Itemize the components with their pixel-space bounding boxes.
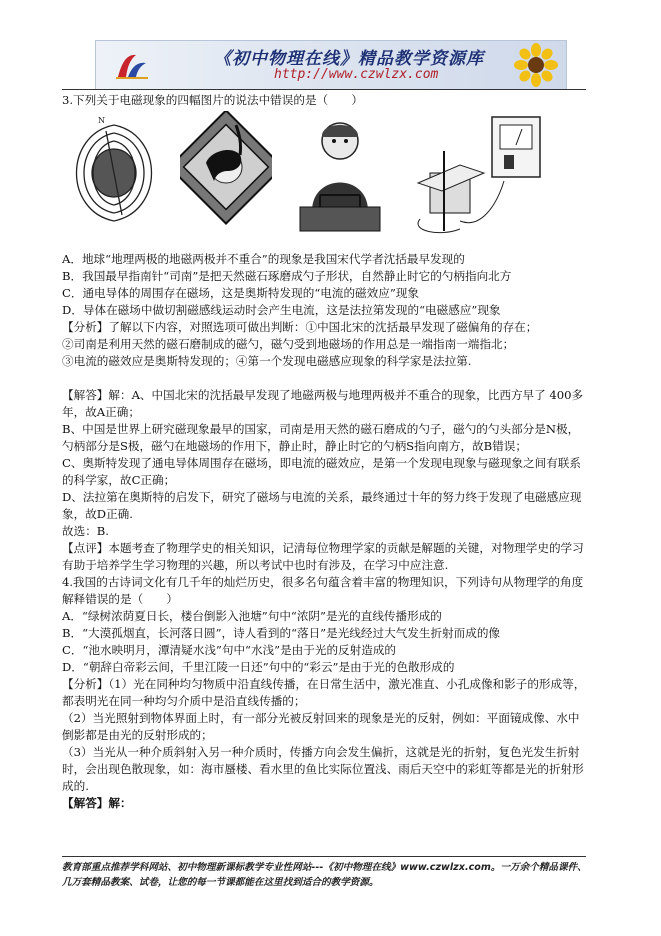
banner-title: 《初中物理在线》精品教学资源库 xyxy=(214,49,484,69)
question-3-final-choice: 故选：B. xyxy=(62,524,109,538)
question-3-analysis-line: 【分析】了解以下内容，对照选项可做出判断：①中国北宋的沈括最早发现了磁偏角的存在； xyxy=(62,320,538,334)
footer-rule xyxy=(62,856,586,857)
oersted-portrait-figure xyxy=(290,111,390,241)
si-nan-compass-figure xyxy=(180,111,272,241)
question-4-analysis-line: （2）当光照射到物体界面上时，有一部分光被反射回来的现象是光的反射，例如：平面镜成像、水中倒影都是由光的反射形成的； xyxy=(62,711,580,742)
question-3-answer-c: C、奥斯特发现了通电导体周围存在磁场，即电流的磁效应，是第一个发现电现象与磁现象之间有联系的科学家，故C正确； xyxy=(62,456,581,487)
question-4-analysis-line: （3）当光从一种介质斜射入另一种介质时，传播方向会发生偏折，这就是光的折射，复色光发生折射时，会出现色散现象，如：海市蜃楼、看水里的鱼比实际位置浅、雨后天空中的彩虹等都是光的折射形成的. xyxy=(62,745,584,793)
question-4-stem: 4.我国的古诗词文化有几千年的灿烂历史，很多名句蕴含着丰富的物理知识，下列诗句从物理学的角度解释错误的是（ ） xyxy=(62,575,584,606)
question-3-answer-a: 【解答】解：A、中国北宋的沈括最早发现了地磁两极与地理两极并不重合的现象，比西方早了 400多年，故A正确； xyxy=(62,388,584,419)
question-3-figures xyxy=(62,111,586,249)
question-3-option-c: C．通电导体的周围存在磁场，这是奥斯特发现的“电流的磁效应”现象 xyxy=(62,286,419,300)
question-3-comment: 【点评】本题考查了物理学史的相关知识，记清每位物理学家的贡献是解题的关键，对物理学史的学习有助于培养学生学习物理的兴趣，所以考试中也时有涉及，在学习中应注意. xyxy=(62,541,584,572)
question-3-option-a: A．地球“地理两极的地磁两极并不重合”的现象是我国宋代学者沈括最早发现的 xyxy=(62,252,465,266)
question-3-stem: 3.下列关于电磁现象的四幅图片的说法中错误的是（ ） xyxy=(62,93,363,107)
footer-line: 教育部重点推荐学科网站、初中物理新课标教学专业性网站---《初中物理在线》www.czwlzx.com。一万余个精品课件、 xyxy=(62,862,587,873)
question-3-answer-d: D、法拉第在奥斯特的启发下，研究了磁场与电流的关系，最终通过十年的努力终于发现了电磁感应现象，故D正确. xyxy=(62,490,582,521)
question-3-analysis-line: ③电流的磁效应是奥斯特发现的；④第一个发现电磁感应现象的科学家是法拉第. xyxy=(62,354,472,368)
question-3-option-d: D．导体在磁场中做切割磁感线运动时会产生电流，这是法拉第发现的“电磁感应”现象 xyxy=(62,303,501,317)
question-4-option-a: A．“绿树浓荫夏日长，楼台倒影入池塘”句中“浓阴”是光的直线传播形成的 xyxy=(62,609,442,623)
question-4-option-b: B．“大漠孤烟直，长河落日圆”，诗人看到的“落日”是光线经过大气发生折射而成的像 xyxy=(62,626,501,640)
question-4-option-d: D．“朝辞白帝彩云间，千里江陵一日还”句中的“彩云”是由于光的色散形成的 xyxy=(62,660,455,674)
svg-text:N: N xyxy=(98,116,105,125)
header-rule xyxy=(62,89,586,90)
page-footer xyxy=(62,860,602,890)
footer-line: 几万套精品教案、试卷，让您的每一节课都能在这里找到适合的教学资源。 xyxy=(62,877,379,888)
question-3-answer-b: B、中国是世界上研究磁现象最早的国家，司南是用天然的磁石磨成的勺子，磁勺的勺头部分是N极，勺柄部分是S极，磁勺在地磁场的作用下，静止时，静止时它的勺柄S指向南方，故B错误； xyxy=(62,422,580,453)
banner-url: http://www.czwlzx.com xyxy=(274,67,439,82)
question-3-analysis-line: ②司南是利用天然的磁石磨制成的磁勺，磁勺受到地磁场的作用总是一端指南一端指北； xyxy=(62,337,515,351)
earth-magnetic-field-figure xyxy=(68,111,160,241)
sunflower-icon xyxy=(514,43,558,87)
question-3-option-b: B．我国最早指南针“司南”是把天然磁石琢磨成勺子形状，自然静止时它的勺柄指向北方 xyxy=(62,269,512,283)
document-body xyxy=(62,92,586,812)
question-4-analysis-line: 【分析】（1）光在同种均匀物质中沿直线传播，在日常生活中，激光准直、小孔成像和影子的形成等，都表明光在同一种均匀介质中是沿直线传播的； xyxy=(62,677,586,708)
site-logo xyxy=(114,49,150,81)
question-4-answer-label: 【解答】解： xyxy=(62,796,132,810)
faraday-induction-apparatus-figure xyxy=(400,111,548,241)
question-4-option-c: C．“池水映明月，潭清疑水浅”句中“水浅”是由于光的反射造成的 xyxy=(62,643,397,657)
header-banner xyxy=(95,40,567,90)
